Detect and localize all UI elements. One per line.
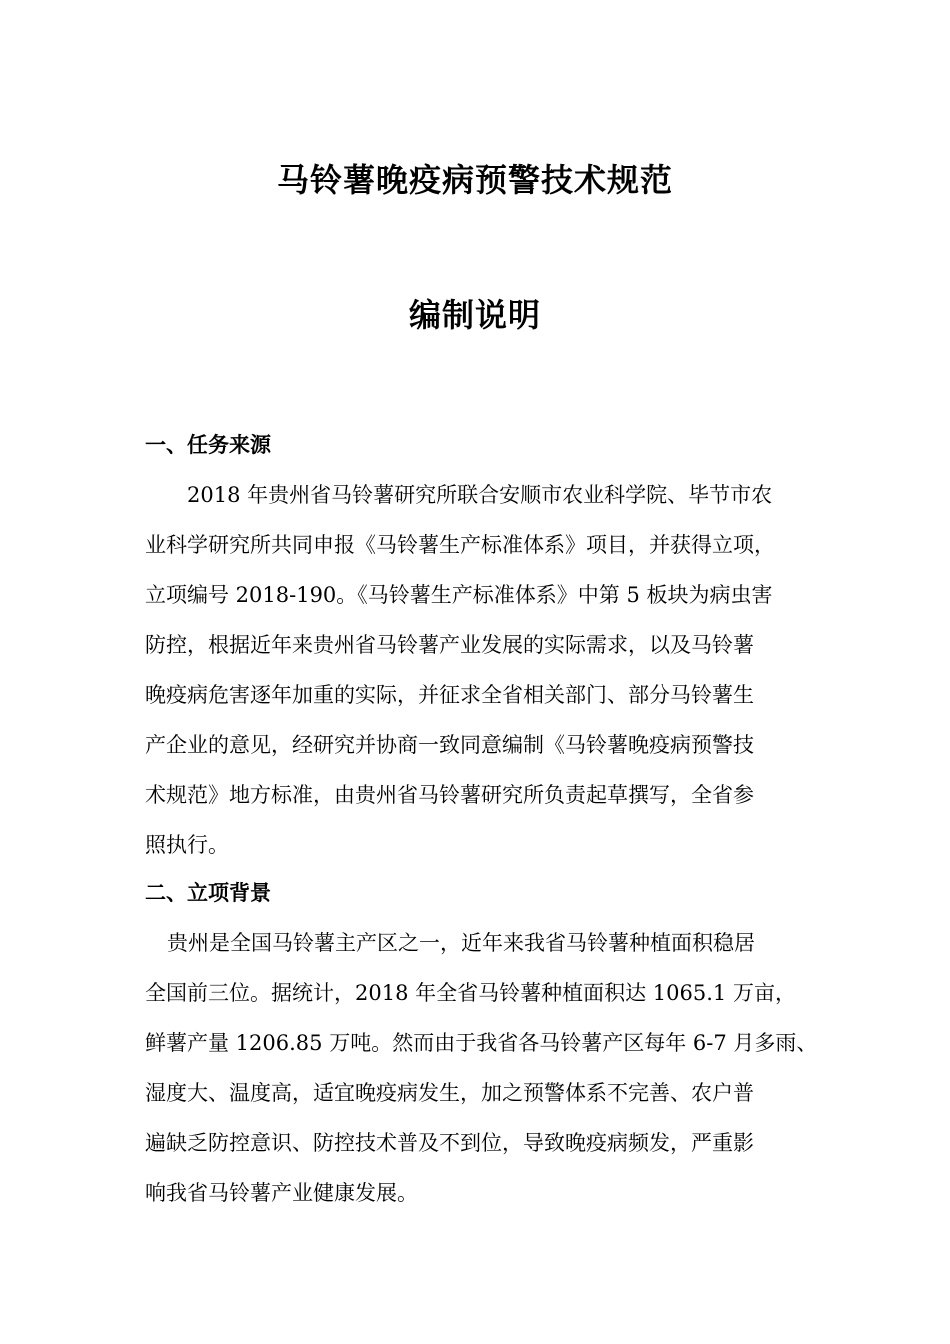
document-subtitle: 编制说明	[408, 296, 541, 334]
paragraph-line: 业科学研究所共同申报《马铃薯生产标准体系》项目，并获得立项，	[145, 533, 775, 557]
paragraph-line: 照执行。	[145, 833, 229, 857]
paragraph-line: 湿度大、温度高，适宜晚疫病发生，加之预警体系不完善、农户普	[145, 1081, 754, 1105]
section-paragraph-background	[145, 918, 835, 1218]
paragraph-line: 鲜薯产量 1206.85 万吨。然而由于我省各马铃薯产区每年 6-7 月多雨、	[145, 1031, 818, 1055]
paragraph-line: 2018 年贵州省马铃薯研究所联合安顺市农业科学院、毕节市农	[187, 483, 773, 507]
paragraph-line: 晚疫病危害逐年加重的实际，并征求全省相关部门、部分马铃薯生	[145, 683, 754, 707]
paragraph-line: 术规范》地方标准，由贵州省马铃薯研究所负责起草撰写，全省参	[145, 783, 754, 807]
section-paragraph-task-source	[145, 470, 835, 870]
document-title: 马铃薯晚疫病预警技术规范	[276, 161, 673, 199]
paragraph-line: 全国前三位。据统计，2018 年全省马铃薯种植面积达 1065.1 万亩，	[145, 981, 796, 1005]
section-heading-task-source: 一、任务来源	[145, 432, 271, 457]
paragraph-line: 立项编号 2018-190。《马铃薯生产标准体系》中第 5 板块为病虫害	[145, 583, 773, 607]
section-heading-background: 二、立项背景	[145, 880, 271, 905]
paragraph-line: 贵州是全国马铃薯主产区之一，近年来我省马铃薯种植面积稳居	[167, 931, 755, 955]
paragraph-line: 遍缺乏防控意识、防控技术普及不到位，导致晚疫病频发，严重影	[145, 1131, 754, 1155]
paragraph-line: 产企业的意见，经研究并协商一致同意编制《马铃薯晚疫病预警技	[145, 733, 754, 757]
paragraph-line: 防控，根据近年来贵州省马铃薯产业发展的实际需求，以及马铃薯	[145, 633, 754, 657]
paragraph-line: 响我省马铃薯产业健康发展。	[145, 1181, 418, 1205]
